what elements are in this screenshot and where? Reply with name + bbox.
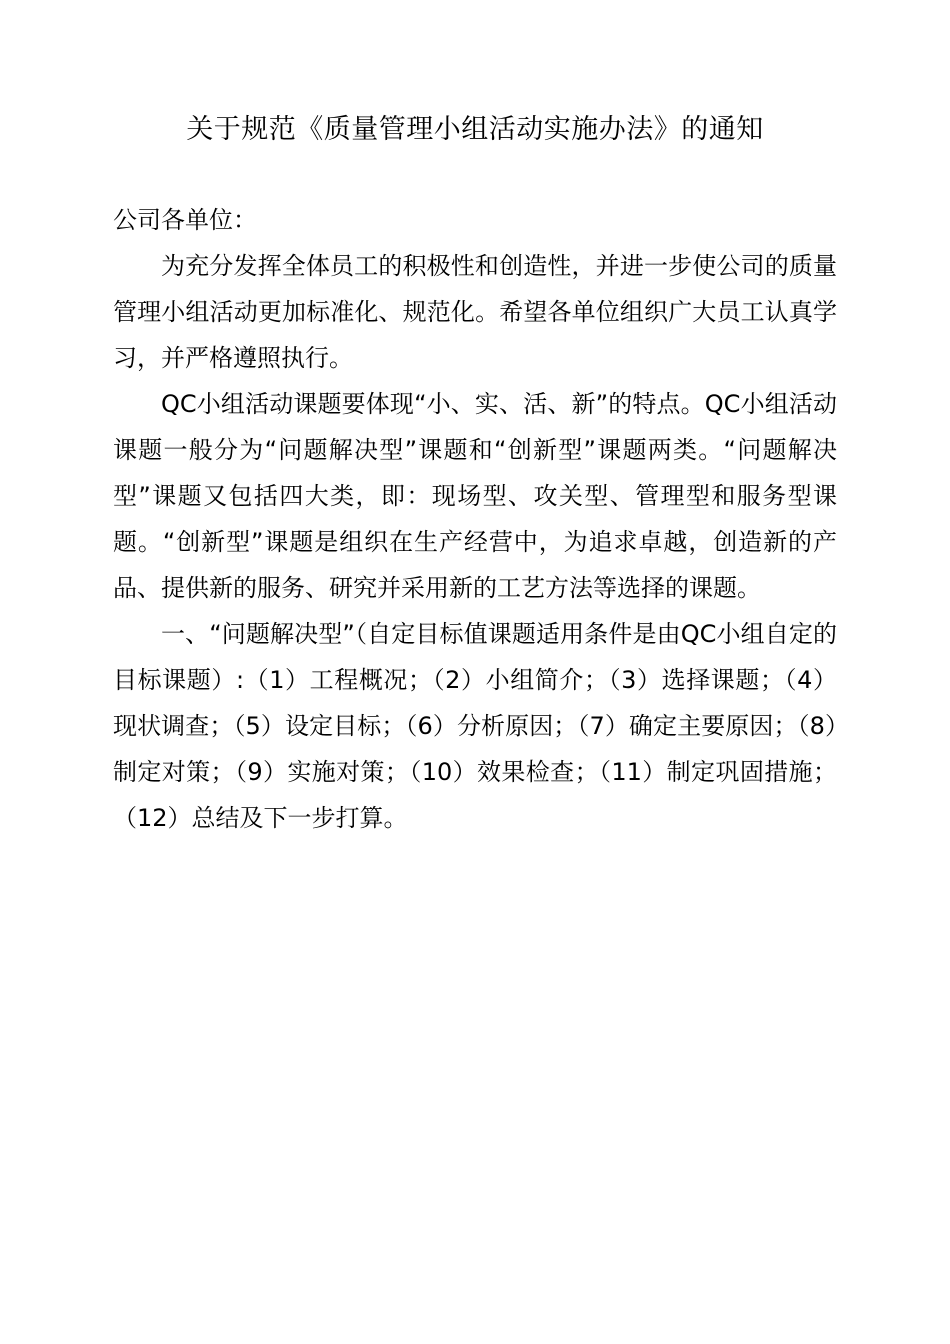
document-title: 关于规范《质量管理小组活动实施办法》的通知 <box>186 114 764 145</box>
paragraph-intro: 为充分发挥全体员工的积极性和创造性，并进一步使公司的质量管理小组活动更加标准化、规范化。希望各单位组织广大员工认真学习，并严格遵照执行。 <box>113 252 837 372</box>
paragraph-problem-solving-steps: 一、“问题解决型”（自定目标值课题适用条件是由QC小组自定的目标课题）:（1）工程概况；（2）小组简介；（3）选择课题；（4）现状调查；（5）设定目标；（6）分析原因；（7）确定主要原因；（8）制定对策；（9）实施对策；（10）效果检查；（11）制定巩固措施；（12）总结及下一步打算。 <box>113 620 837 832</box>
document-body <box>113 197 837 841</box>
paragraph-qc-topics: QC小组活动课题要体现“小、实、活、新”的特点。QC小组活动课题一般分为“问题解决型”课题和“创新型”课题两类。“问题解决型”课题又包括四大类，即：现场型、攻关型、管理型和服务型课题。“创新型”课题是组织在生产经营中，为追求卓越，创造新的产品、提供新的服务、研究并采用新的工艺方法等选择的课题。 <box>113 390 837 602</box>
salutation: 公司各单位： <box>113 206 257 234</box>
